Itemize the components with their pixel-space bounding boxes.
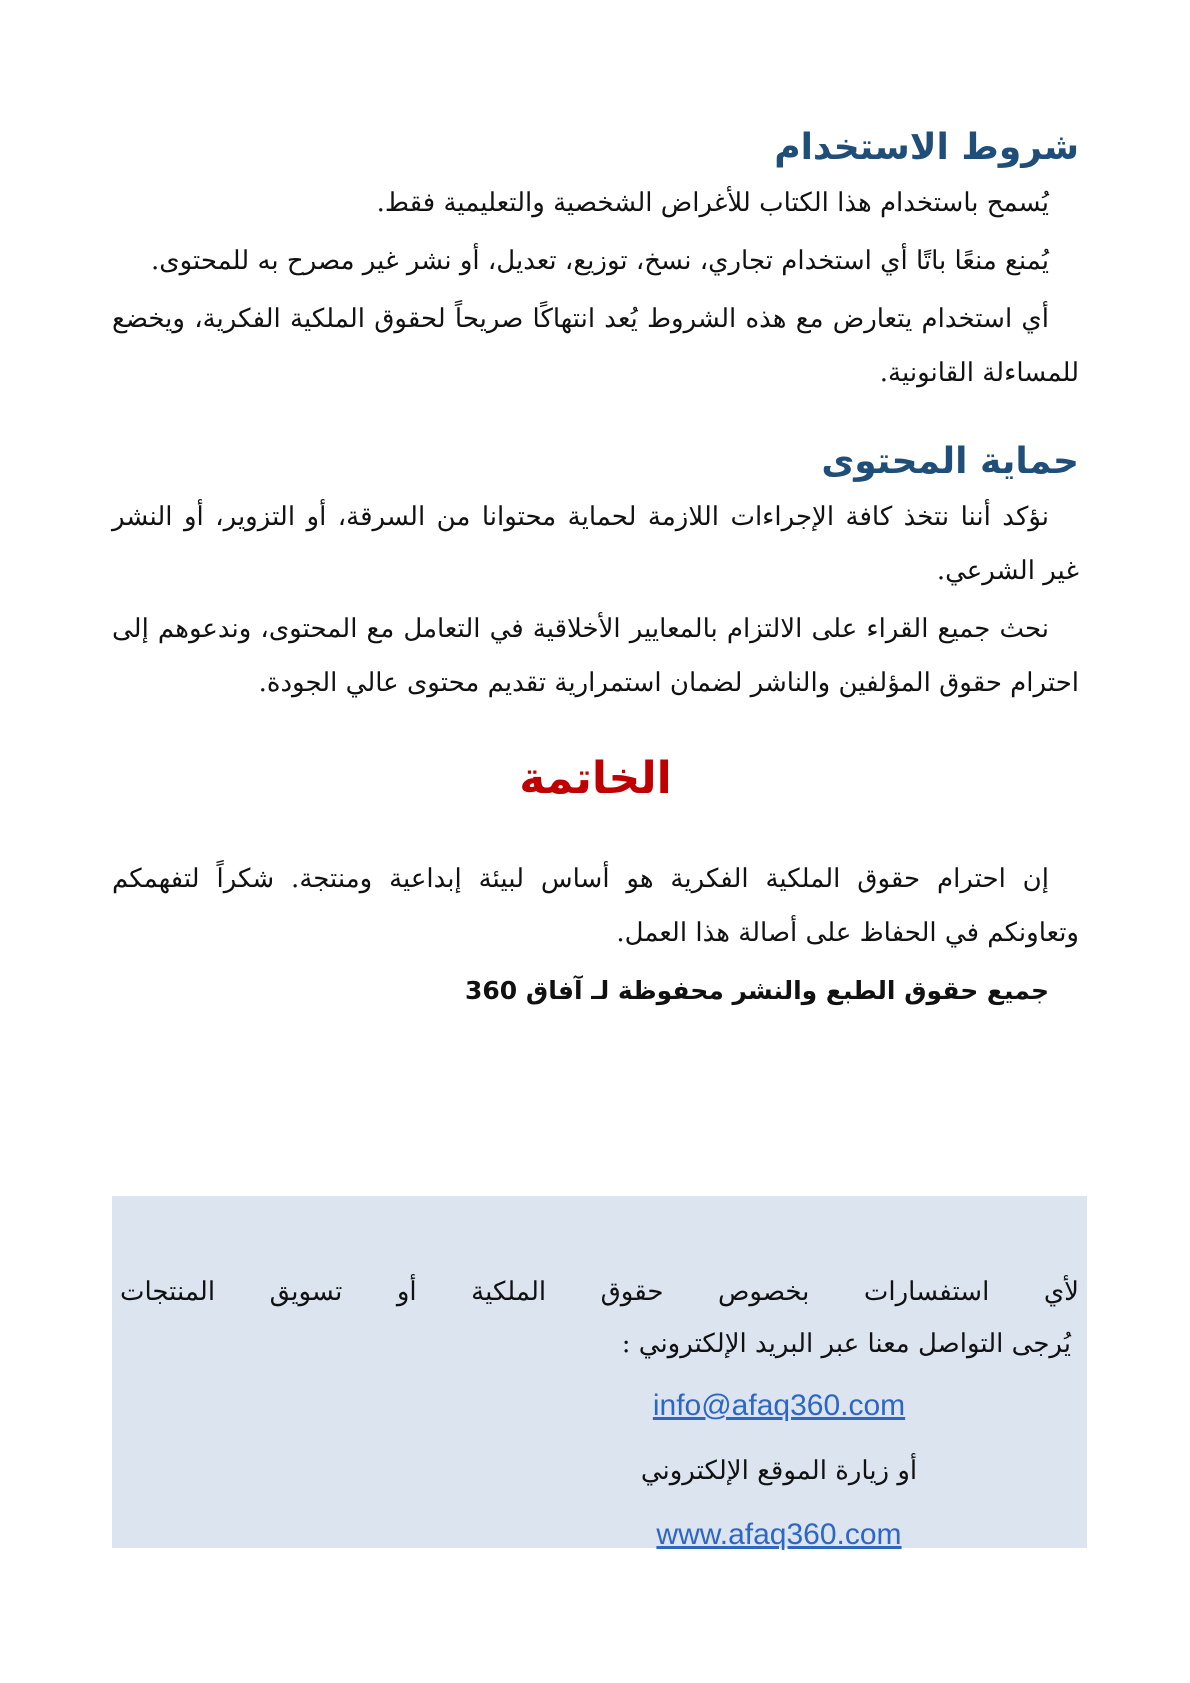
- terms-paragraph-3: أي استخدام يتعارض مع هذه الشروط يُعد انتهاكًا صريحاً لحقوق الملكية الفكرية، ويخضع للمساءلة القانونية.: [112, 304, 1079, 388]
- terms-section: [112, 120, 1079, 400]
- contact-content: [112, 1196, 1087, 1568]
- contact-inquiry-line: لأي استفسارات بخصوص حقوق الملكية أو تسويق المنتجات: [120, 1277, 1079, 1307]
- website-row: [479, 1503, 1079, 1568]
- website-link[interactable]: www.afaq360.com: [656, 1518, 902, 1551]
- protection-paragraph-1: نؤكد أننا نتخذ كافة الإجراءات اللازمة لحماية محتوانا من السرقة، أو التزوير، أو النشر غير الشرعي.: [112, 502, 1079, 586]
- conclusion-title: الخاتمة: [519, 753, 672, 804]
- section-spacer: [112, 714, 1079, 744]
- conclusion-section: [112, 744, 1079, 1016]
- website-label: أو زيارة الموقع الإلكتروني: [640, 1456, 918, 1486]
- protection-heading: حماية المحتوى: [821, 441, 1079, 482]
- protection-section: [112, 434, 1079, 710]
- conclusion-paragraph: إن احترام حقوق الملكية الفكرية هو أساس لبيئة إبداعية ومنتجة. شكراً لتفهمكم وتعاونكم في الحفاظ على أصالة هذا العمل.: [112, 864, 1079, 948]
- email-row: [479, 1374, 1079, 1439]
- terms-heading: شروط الاستخدام: [774, 127, 1079, 168]
- terms-paragraph-2: يُمنع منعًا باتًا أي استخدام تجاري، نسخ، توزيع، تعديل، أو نشر غير مصرح به للمحتوى.: [150, 246, 1049, 276]
- contact-email-intro: يُرجى التواصل معنا عبر البريد الإلكتروني :: [621, 1329, 1071, 1359]
- terms-paragraph-1: يُسمح باستخدام هذا الكتاب للأغراض الشخصية والتعليمية فقط.: [376, 188, 1049, 218]
- contact-box: [112, 1196, 1087, 1551]
- email-link[interactable]: info@afaq360.com: [652, 1389, 906, 1422]
- title-spacer: [112, 814, 1079, 852]
- section-spacer: [112, 404, 1079, 434]
- copyright-notice: جميع حقوق الطبع والنشر محفوظة لـ آفاق 360: [465, 976, 1049, 1005]
- document-page: [112, 120, 1079, 1016]
- protection-paragraph-2: نحث جميع القراء على الالتزام بالمعايير الأخلاقية في التعامل مع المحتوى، وندعوهم إلى احترام حقوق المؤلفين والناشر لضمان استمرارية تقديم محتوى عالي الجودة.: [112, 614, 1079, 698]
